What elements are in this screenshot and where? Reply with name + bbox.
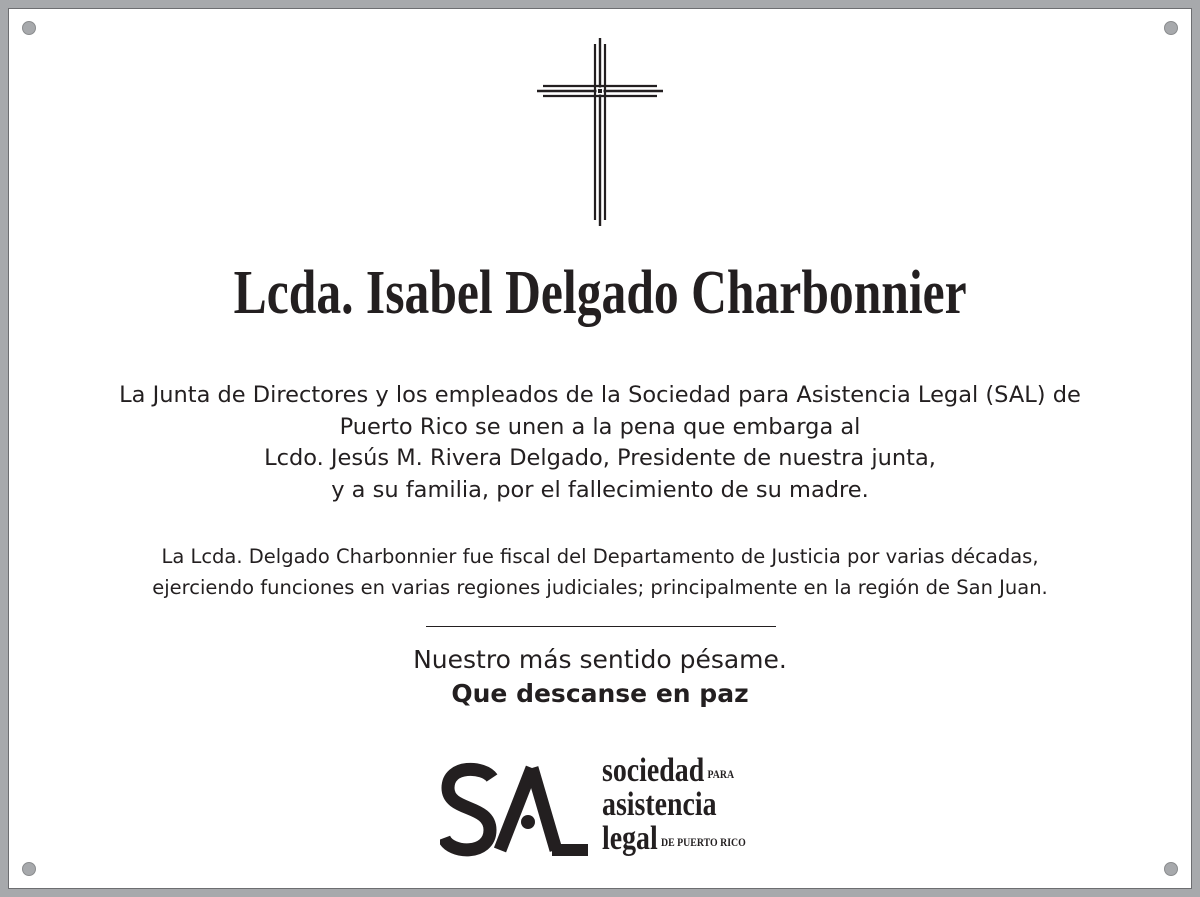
text-line: Puerto Rico se unen a la pena que embarga al: [339, 413, 861, 440]
rest-in-peace-text: Que descanse en paz: [451, 679, 749, 708]
logo-word: legal: [602, 820, 658, 857]
announcement-paragraph: [50, 380, 1150, 506]
logo-small-word: DE PUERTO RICO: [661, 835, 746, 849]
logo-small-word: PARA: [707, 767, 735, 781]
logo-line: [602, 786, 717, 824]
text-line: ejerciendo funciones en varias regiones judiciales; principalmente en la región de San Juan.: [152, 576, 1048, 599]
logo-word: asistencia: [602, 786, 717, 823]
screw-icon: [22, 862, 36, 876]
screw-icon: [1164, 21, 1178, 35]
text-line: La Lcda. Delgado Charbonnier fue fiscal del Departamento de Justicia por varias décadas,: [161, 545, 1039, 568]
text-line: y a su familia, por el fallecimiento de su madre.: [331, 476, 869, 503]
logo-word: sociedad: [602, 752, 705, 789]
cross-icon: [537, 38, 663, 226]
biography-paragraph: [50, 541, 1150, 603]
sal-logo-mark: [440, 760, 590, 860]
screw-icon: [22, 21, 36, 35]
text-line: Lcdo. Jesús M. Rivera Delgado, Presidente de nuestra junta,: [264, 445, 936, 471]
text-line: La Junta de Directores y los empleados de la Sociedad para Asistencia Legal (SAL) de: [119, 382, 1081, 408]
divider: [426, 626, 776, 627]
condolence-text: Nuestro más sentido pésame.: [413, 645, 787, 674]
logo-line: [602, 820, 746, 858]
logo-line: [602, 752, 734, 790]
deceased-name: Lcda. Isabel Delgado Charbonnier: [233, 259, 967, 327]
screw-icon: [1164, 862, 1178, 876]
